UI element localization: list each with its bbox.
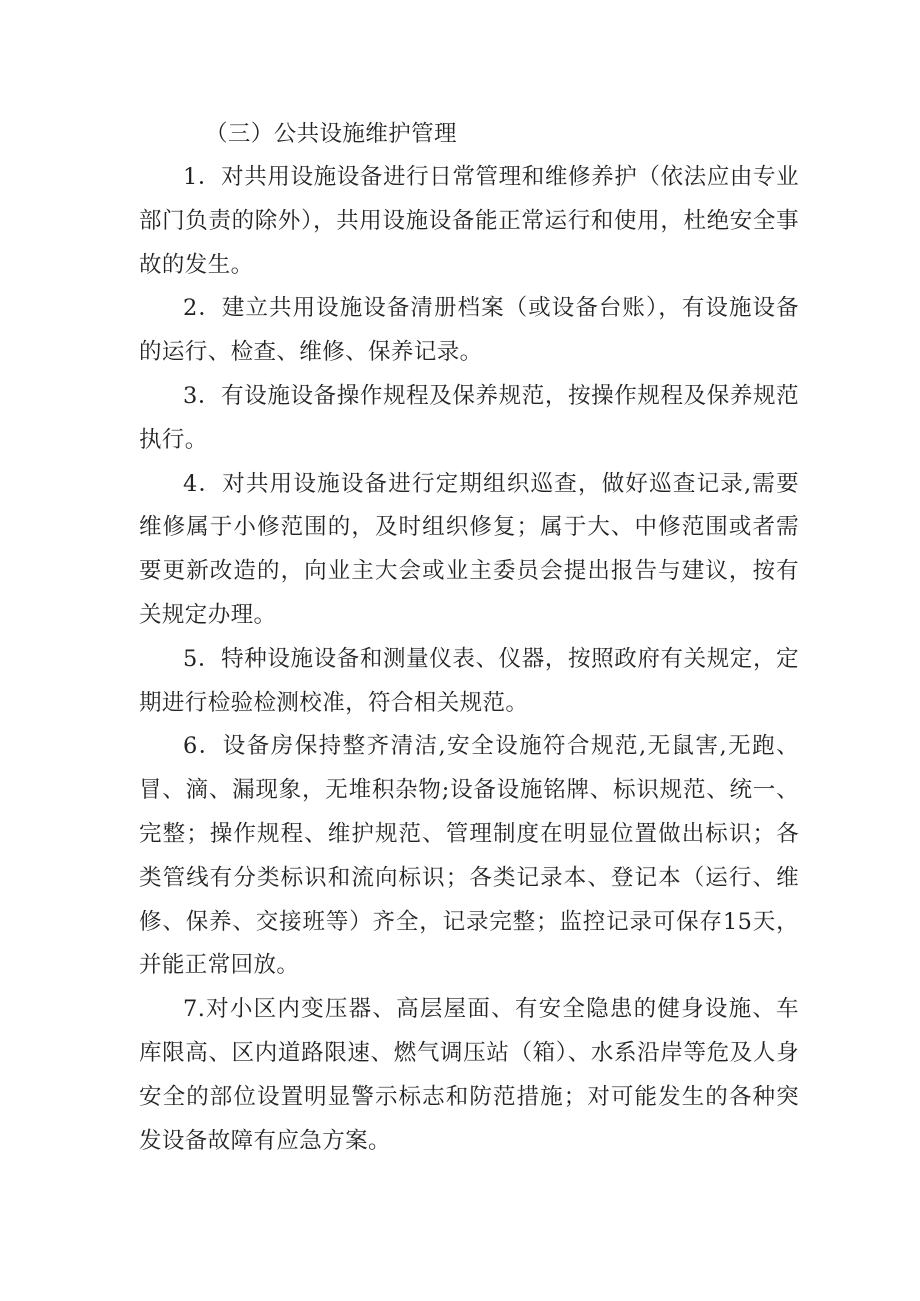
paragraph-item-1: 1．对共用设施设备进行日常管理和维修养护（依法应由专业部门负责的除外），共用设施设备能正常运行和使用，杜绝安全事故的发生。 <box>139 164 799 278</box>
paragraph-item-6: 6．设备房保持整齐清洁,安全设施符合规范,无鼠害,无跑、冒、滴、漏现象，无堆积杂物;设备设施铭牌、标识规范、统一、完整；操作规程、维护规范、管理制度在明显位置做出标识；各类管线有分类标识和流向标识；各类记录本、登记本（运行、维修、保养、交接班等）齐全，记录完整；监控记录可保存15天，并能正常回放。 <box>139 733 799 979</box>
paragraph-item-5: 5．特种设施设备和测量仪表、仪器，按照政府有关规定，定期进行检验检测校准，符合相关规范。 <box>139 645 799 716</box>
paragraph-item-7: 7.对小区内变压器、高层屋面、有安全隐患的健身设施、车库限高、区内道路限速、燃气调压站（箱）、水系沿岸等危及人身安全的部位设置明显警示标志和防范措施；对可能发生的各种突发设备故障有应急方案。 <box>139 996 799 1154</box>
document-body <box>139 112 799 1163</box>
section-heading: （三）公共设施维护管理 <box>205 121 457 147</box>
paragraph-item-4: 4．对共用设施设备进行定期组织巡查，做好巡查记录,需要维修属于小修范围的，及时组织修复；属于大、中修范围或者需要更新改造的，向业主大会或业主委员会提出报告与建议，按有关规定办理。 <box>139 470 799 628</box>
paragraph-item-3: 3．有设施设备操作规程及保养规范，按操作规程及保养规范执行。 <box>139 382 799 453</box>
paragraph-item-2: 2．建立共用设施设备清册档案（或设备台账），有设施设备的运行、检查、维修、保养记录。 <box>139 295 799 366</box>
